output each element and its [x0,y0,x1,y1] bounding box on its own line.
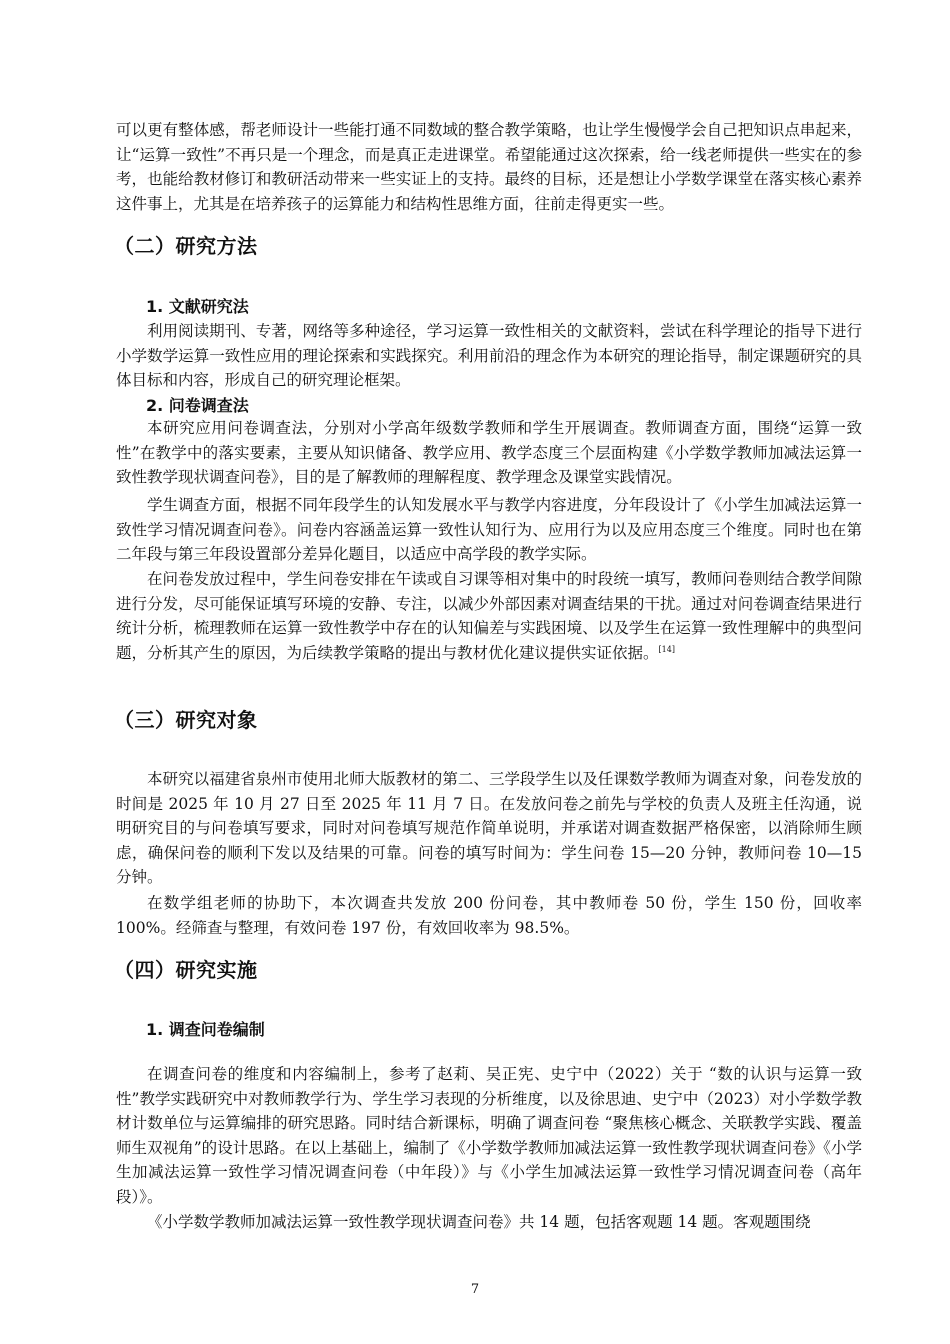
paragraph-research-objects: 本研究以福建省泉州市使用北师大版教材的第二、三学段学生以及任课数学教师为调查对象，问卷发放的时间是 2025 年 10 月 27 日至 2025 年 11 月 7 日。在发放问卷之前先与学校的负责人及班主任沟通，说明研究目的与问卷填写要求，同时对问卷填写规范作简单说明，并承诺对调查数据严格保密，以消除师生顾虑，确保问卷的顺利下发以及结果的可靠。问卷的填写时间为：学生问卷 15—20 分钟，教师问卷 10—15 分钟。 [116,770,862,887]
paragraph-survey-teacher: 本研究应用问卷调查法，分别对小学高年级数学教师和学生开展调查。教师调查方面，围绕“运算一致性”在教学中的落实要素，主要从知识储备、教学应用、教学态度三个层面构建《小学数学教师加减法运算一致性教学现状调查问卷》，目的是了解教师的理解程度、教学理念及课堂实践情况。 [116,419,862,487]
heading-research-objects: （三）研究对象 [114,708,258,732]
paragraph-teacher-questionnaire: 《小学数学教师加减法运算一致性教学现状调查问卷》共 14 题，包括客观题 14 题。客观题围绕 [147,1213,811,1231]
heading-survey-method: 2. 问卷调查法 [146,396,249,415]
paragraph-literature-method: 利用阅读期刊、专著，网络等多种途径，学习运算一致性相关的文献资料，尝试在科学理论的指导下进行小学数学运算一致性应用的理论探索和实践探究。利用前沿的理念作为本研究的理论指导，制定课题研究的具体目标和内容，形成自己的研究理论框架。 [116,322,862,390]
heading-questionnaire-compilation: 1. 调查问卷编制 [146,1020,265,1039]
heading-research-implementation: （四）研究实施 [114,958,258,982]
paragraph-survey-student: 学生调查方面，根据不同年段学生的认知发展水平与教学内容进度，分年段设计了《小学生加减法运算一致性学习情况调查问卷》。问卷内容涵盖运算一致性认知行为、应用行为以及应用态度三个维度。同时也在第二年段与第三年段设置部分差异化题目，以适应中高学段的教学实际。 [116,496,862,564]
heading-literature-method: 1. 文献研究法 [146,297,249,316]
paragraph-survey-process [116,567,862,665]
paragraph-questionnaire-compilation: 在调查问卷的维度和内容编制上，参考了赵莉、吴正宪、史宁中（2022）关于 “数的认识与运算一致性”教学实践研究中对教师教学行为、学生学习表现的分析维度，以及徐思迪、史宁中（2023）对小学数学教材计数单位与运算编排的研究思路。同时结合新课标，明确了调查问卷 “聚焦核心概念、关联教学实践、覆盖师生双视角”的设计思路。在以上基础上，编制了《小学数学教师加减法运算一致性教学现状调查问卷》《小学生加减法运算一致性学习情况调查问卷（中年段）》与《小学生加减法运算一致性学习情况调查问卷（高年段）》。 [116,1065,862,1206]
paragraph-survey-stats: 在数学组老师的协助下，本次调查共发放 200 份问卷，其中教师卷 50 份，学生 150 份，回收率 100%。经筛查与整理，有效问卷 197 份，有效回收率为 98.5%。 [116,894,862,937]
paragraph-intro-continued: 可以更有整体感，帮老师设计一些能打通不同数域的整合教学策略，也让学生慢慢学会自己把知识点串起来，让“运算一致性”不再只是一个理念，而是真正走进课堂。希望能通过这次探索，给一线老师提供一些实在的参考，也能给教材修订和教研活动带来一些实证上的支持。最终的目标，还是想让小学数学课堂在落实核心素养这件事上，尤其是在培养孩子的运算能力和结构性思维方面，往前走得更实一些。 [116,121,862,213]
survey-process-text: 在问卷发放过程中，学生问卷安排在午读或自习课等相对集中的时段统一填写，教师问卷则结合教学间隙进行分发，尽可能保证填写环境的安静、专注，以减少外部因素对调查结果的干扰。通过对问卷调查结果进行统计分析，梳理教师在运算一致性教学中存在的认知偏差与实践困境、以及学生在运算一致性理解中的典型问题，分析其产生的原因，为后续教学策略的提出与教材优化建议提供实证依据。 [116,570,862,662]
heading-research-methods: （二）研究方法 [114,234,258,258]
citation-marker: [14] [658,644,675,654]
page-number: 7 [470,1282,480,1297]
